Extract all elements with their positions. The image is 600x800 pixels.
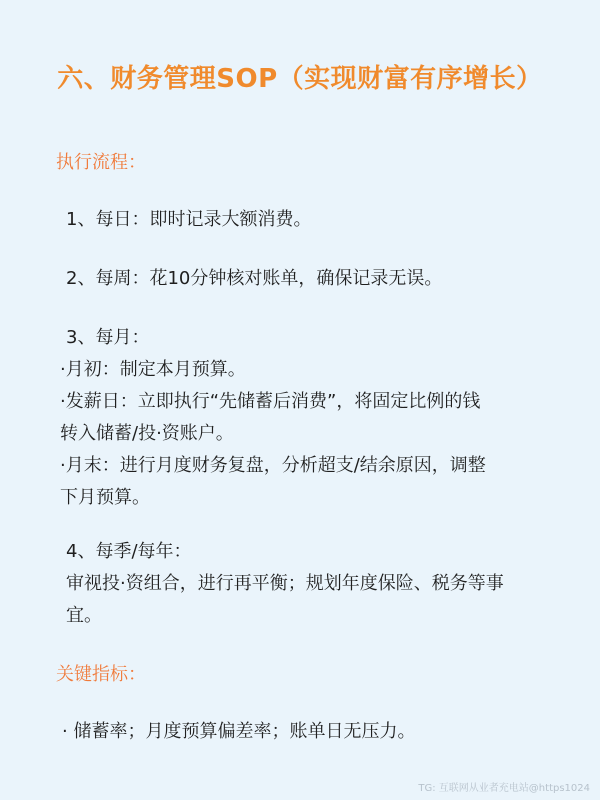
- step-monthly-header: 3、每月：: [66, 327, 150, 348]
- metrics-line: · 储蓄率；月度预算偏差率；账单日无压力。: [62, 721, 416, 742]
- step-quarterly-header: 4、每季/每年：: [66, 541, 192, 562]
- quarterly-item-a: 审视投·资组合，进行再平衡；规划年度保险、税务等事: [66, 573, 504, 594]
- step-quarterly: [66, 536, 566, 568]
- step-weekly-text: 2、每周：花10分钟核对账单，确保记录无误。: [66, 268, 443, 289]
- page-title: 六、财务管理SOP（实现财富有序增长）: [57, 64, 543, 94]
- metrics-section-label: 关键指标：: [56, 664, 146, 685]
- step-monthly: [66, 322, 566, 354]
- metrics-block: [62, 716, 562, 748]
- monthly-item-2b: 转入储蓄/投·资账户。: [60, 423, 234, 444]
- monthly-item-3b: 下月预算。: [60, 487, 150, 508]
- quarterly-item-b: 宜。: [66, 605, 102, 626]
- monthly-item-1: ·月初：制定本月预算。: [60, 359, 246, 380]
- step-daily: [66, 204, 566, 236]
- step-quarterly-items: [66, 568, 586, 632]
- process-section-label: 执行流程：: [56, 152, 146, 173]
- watermark: TG: 互联网从业者充电站@https1024: [418, 783, 590, 794]
- step-weekly: [66, 263, 566, 295]
- monthly-item-3a: ·月末：进行月度财务复盘，分析超支/结余原因，调整: [60, 455, 486, 476]
- step-monthly-items: [60, 354, 580, 514]
- monthly-item-2a: ·发薪日：立即执行“先储蓄后消费”，将固定比例的钱: [60, 391, 481, 412]
- step-daily-text: 1、每日：即时记录大额消费。: [66, 209, 312, 230]
